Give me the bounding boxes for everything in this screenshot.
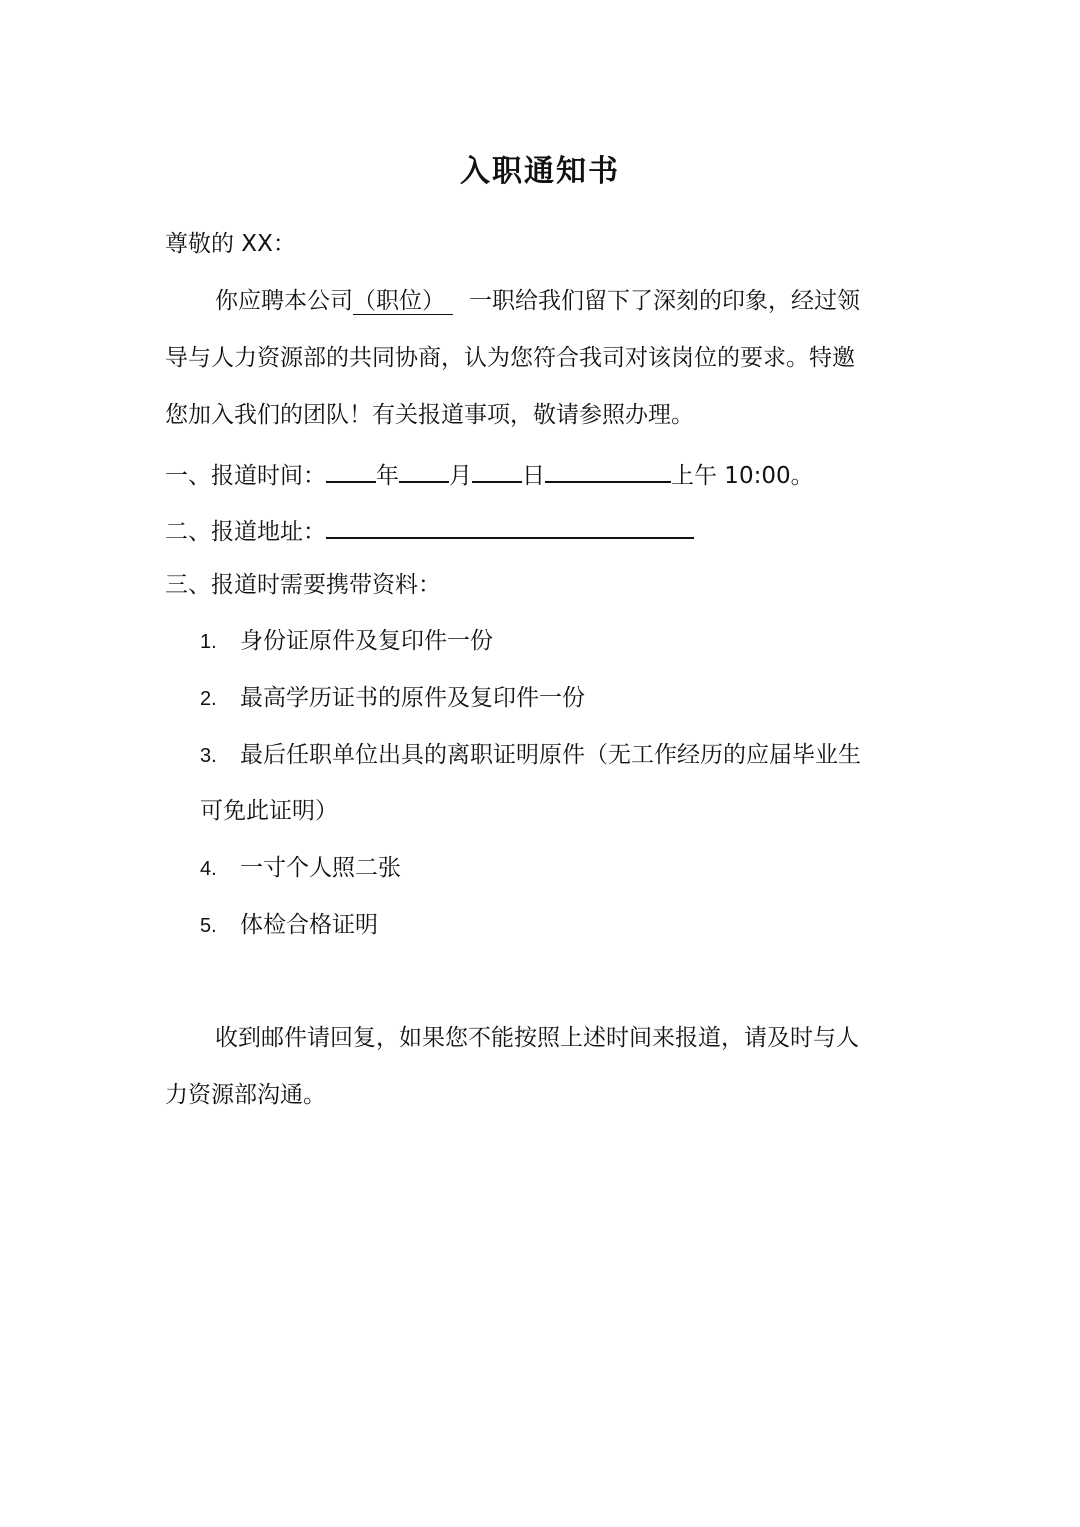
list-text: 最后任职单位出具的离职证明原件（无工作经历的应届毕业生	[240, 742, 861, 768]
list-number: 1.	[200, 631, 217, 653]
list-text: 身份证原件及复印件一份	[240, 628, 493, 654]
day-label: 日	[522, 463, 545, 489]
time-blank	[545, 455, 671, 483]
paragraph1-line1	[165, 284, 975, 318]
material-item-2	[200, 681, 920, 716]
report-time-line	[165, 455, 925, 493]
year-blank	[326, 455, 376, 483]
report-address-label: 二、报道地址：	[165, 519, 326, 545]
list-number: 5.	[200, 915, 217, 937]
material-item-5	[200, 908, 920, 943]
report-time-label: 一、报道时间：	[165, 463, 326, 489]
report-time-value: 上午 10:00。	[671, 463, 814, 489]
closing-line2: 力资源部沟通。	[165, 1082, 326, 1108]
paragraph1-line2: 导与人力资源部的共同协商，认为您符合我司对该岗位的要求。特邀	[165, 345, 855, 371]
paragraph1-prefix: 你应聘本公司	[215, 288, 353, 314]
report-address-line	[165, 511, 925, 549]
position-placeholder: （职位）	[353, 288, 453, 315]
list-text: 体检合格证明	[240, 912, 378, 938]
material-item-1	[200, 624, 920, 659]
material-item-3-continuation: 可免此证明）	[200, 798, 338, 824]
day-blank	[472, 455, 522, 483]
list-number: 4.	[200, 858, 217, 880]
materials-heading: 三、报道时需要携带资料：	[165, 572, 441, 598]
paragraph1-suffix: 一职给我们留下了深刻的印象，经过领	[469, 288, 860, 314]
list-number: 2.	[200, 688, 217, 710]
list-text: 一寸个人照二张	[240, 855, 401, 881]
closing-line1: 收到邮件请回复，如果您不能按照上述时间来报道，请及时与人	[215, 1025, 859, 1051]
month-blank	[399, 455, 449, 483]
document-title: 入职通知书	[460, 154, 620, 189]
material-item-3	[200, 738, 920, 773]
material-item-4	[200, 851, 920, 886]
address-blank	[326, 511, 694, 539]
year-label: 年	[376, 463, 399, 489]
list-text: 最高学历证书的原件及复印件一份	[240, 685, 585, 711]
greeting: 尊敬的 XX：	[165, 231, 296, 257]
paragraph1-line3: 您加入我们的团队！有关报道事项，敬请参照办理。	[165, 402, 694, 428]
month-label: 月	[449, 463, 472, 489]
list-number: 3.	[200, 745, 217, 767]
